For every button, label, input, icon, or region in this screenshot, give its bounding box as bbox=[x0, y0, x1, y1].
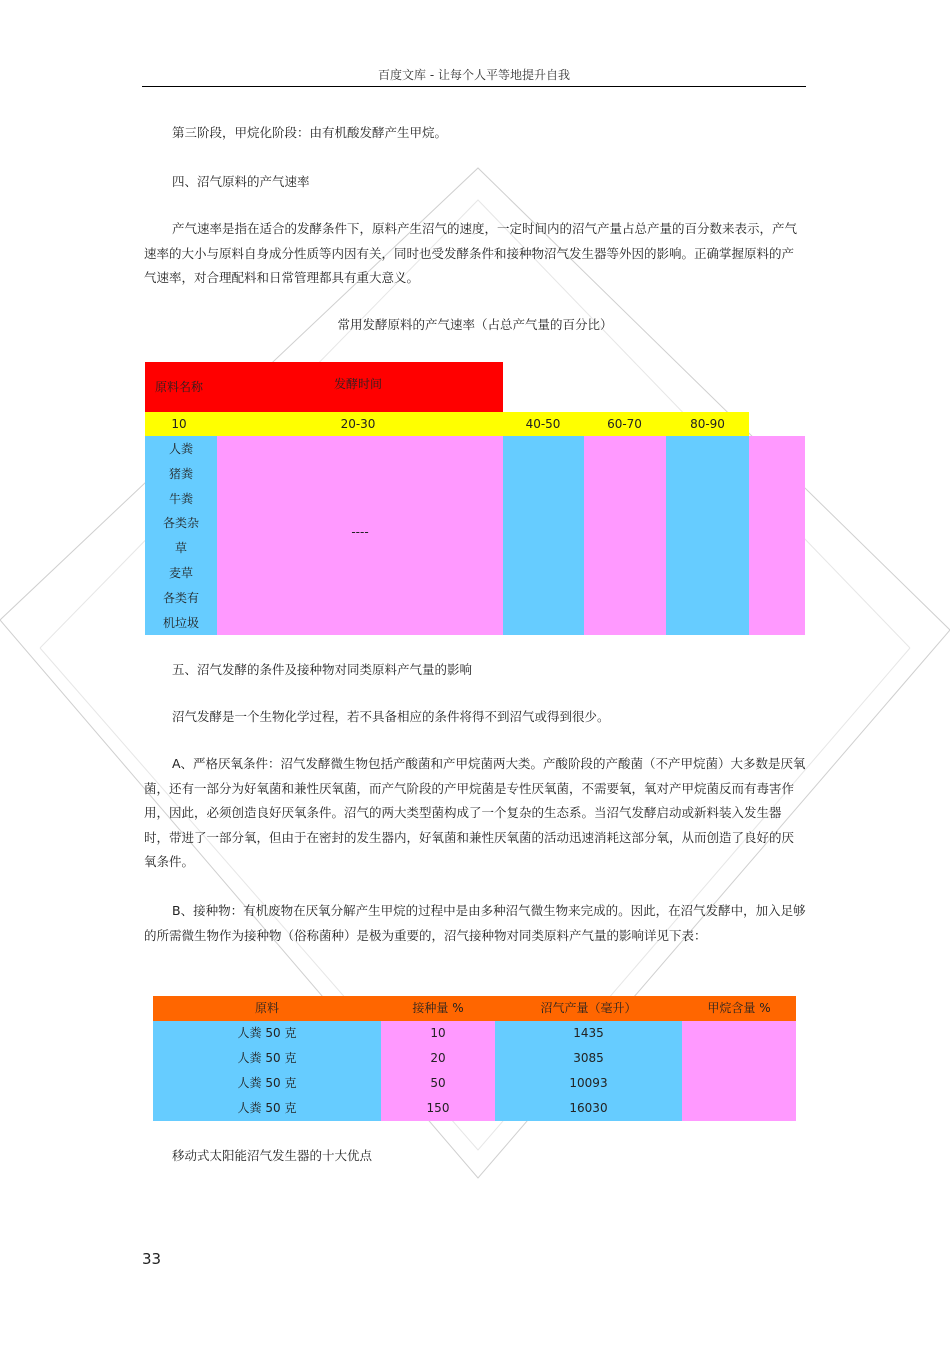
paragraph-biochemical: 沼气发酵是一个生物化学过程，若不具备相应的条件将得不到沼气或得到很少。 bbox=[172, 709, 610, 724]
table1-col-40-50: 40-50 bbox=[525, 416, 561, 431]
paragraph-inoculum: B、接种物：有机废物在厌氧分解产生甲烷的过程中是由多种沼气微生物来完成的。因此，在沼气发酵中，加入足够的所需微生物作为接种物（俗称菌种）是极为重要的，沼气接种物对同类原料产气量的影响详见下表： bbox=[144, 903, 806, 943]
paragraph-gas-rate: 产气速率是指在适合的发酵条件下，原料产生沼气的速度，一定时间内的沼气产量占总产量的百分数来表示，产气速率的大小与原料自身成分性质等内因有关，同时也受发酵条件和接种物沼气发生器等外因的影响。正确掌握原料的产气速率，对合理配料和日常管理都具有重大意义。 bbox=[144, 221, 798, 285]
material-item: 麦草 bbox=[168, 565, 193, 580]
table-cell: 50 bbox=[430, 1076, 446, 1090]
table2-header-inoculum: 接种量 % bbox=[381, 996, 495, 1021]
material-item: 草 bbox=[174, 541, 187, 556]
table-cell: 10093 bbox=[569, 1076, 608, 1090]
table1-cell-extra bbox=[749, 436, 805, 635]
page-header: 百度文库 - 让每个人平等地提升自我 bbox=[378, 68, 570, 82]
material-item: 机垃圾 bbox=[162, 615, 199, 630]
paragraph-advantages: 移动式太阳能沼气发生器的十大优点 bbox=[172, 1148, 373, 1163]
table-cell: 1435 bbox=[573, 1026, 604, 1040]
table1-cell-80-90 bbox=[666, 436, 749, 635]
table-cell: 20 bbox=[430, 1051, 446, 1065]
table1-col-20-30: 20-30 bbox=[340, 416, 376, 431]
page-number: 33 bbox=[142, 1250, 162, 1268]
table1-col-10: 10 bbox=[171, 416, 187, 431]
paragraph-stage3: 第三阶段，甲烷化阶段：由有机酸发酵产生甲烷。 bbox=[172, 125, 448, 140]
table2-header-methane: 甲烷含量 % bbox=[682, 996, 796, 1021]
material-item: 各类杂 bbox=[162, 516, 199, 531]
paragraph-anaerobic: A、严格厌氧条件：沼气发酵微生物包括产酸菌和产甲烷菌两大类。产酸阶段的产酸菌（不产甲烷菌）大多数是厌氧菌，还有一部分为好氧菌和兼性厌氧菌，而产气阶段的产甲烷菌是专性厌氧菌，不需要氧，氧对产甲烷菌反而有毒害作用，因此，必须创造良好厌氧条件。沼气的两大类型菌构成了一个复杂的生态系。当沼气发酵启动或新料装入发生器时，带进了一部分氧，但由于在密封的发生器内，好氧菌和兼性厌氧菌的活动迅速消耗这部分氧，从而创造了良好的厌氧条件。 bbox=[144, 756, 806, 869]
table1-material-column bbox=[145, 436, 217, 635]
table-cell: 人粪 50 克 bbox=[237, 1026, 297, 1040]
table1-col-80-90: 80-90 bbox=[690, 416, 725, 431]
section-heading-4: 四、沼气原料的产气速率 bbox=[172, 174, 310, 189]
table1-cell-60-70 bbox=[584, 436, 666, 635]
table-cell: 人粪 50 克 bbox=[237, 1101, 297, 1115]
table1-caption: 常用发酵原料的产气速率（占总产气量的百分比） bbox=[337, 317, 613, 332]
table-cell: 3085 bbox=[573, 1051, 604, 1065]
header-rule bbox=[142, 86, 806, 87]
material-item: 各类有 bbox=[162, 590, 199, 605]
table-cell: 150 bbox=[426, 1101, 450, 1115]
table1-header-material: 原料名称 bbox=[155, 380, 204, 394]
table-cell: 人粪 50 克 bbox=[237, 1076, 297, 1090]
table2-inoculum-column bbox=[381, 1021, 495, 1121]
table2-gas-column bbox=[495, 1021, 682, 1121]
table2-material-column bbox=[153, 1021, 381, 1121]
material-item: 人粪 bbox=[168, 442, 193, 456]
table1-cell-40-50 bbox=[503, 436, 584, 635]
table1-header-time: 发酵时间 bbox=[333, 376, 382, 391]
table2-methane-column bbox=[682, 1021, 796, 1121]
material-item: 牛粪 bbox=[168, 491, 193, 506]
section-heading-5: 五、沼气发酵的条件及接种物对同类原料产气量的影响 bbox=[172, 662, 473, 677]
table1-cell-20-30: ---- bbox=[217, 436, 503, 635]
table-cell: 10 bbox=[430, 1026, 446, 1040]
table-cell: 人粪 50 克 bbox=[237, 1051, 297, 1065]
material-item: 猪粪 bbox=[168, 466, 193, 481]
table2-header-gas: 沼气产量（毫升） bbox=[495, 996, 682, 1021]
table-cell: 16030 bbox=[569, 1101, 608, 1115]
table2-header-material: 原料 bbox=[153, 996, 381, 1021]
table1-col-60-70: 60-70 bbox=[607, 416, 642, 431]
